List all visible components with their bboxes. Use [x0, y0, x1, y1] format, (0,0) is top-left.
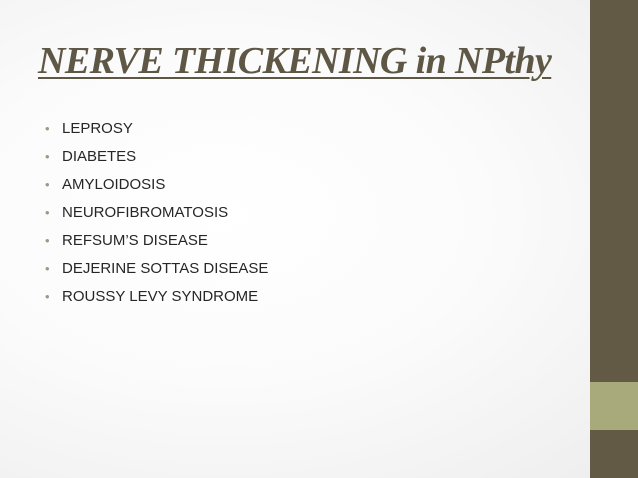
- bullet-list: [42, 115, 268, 311]
- bullet-text: DEJERINE SOTTAS DISEASE: [62, 260, 269, 277]
- bullet-icon: •: [45, 261, 50, 276]
- bullet-item-neurofibromatosis: [42, 199, 268, 227]
- bullet-icon: •: [45, 289, 50, 304]
- sidebar-dark-band: [590, 0, 638, 382]
- bullet-icon: •: [45, 121, 50, 136]
- sidebar-dark-footer-band: [590, 430, 638, 478]
- decorative-sidebar: [590, 0, 638, 478]
- bullet-icon: •: [45, 149, 50, 164]
- bullet-text: DIABETES: [62, 148, 137, 165]
- sidebar-accent-block: [590, 382, 638, 430]
- bullet-icon: •: [45, 233, 50, 248]
- bullet-item-dejerine-sottas-disease: [42, 255, 268, 283]
- bullet-text: ROUSSY LEVY SYNDROME: [62, 288, 259, 305]
- slide-title: NERVE THICKENING in NPthy: [38, 40, 552, 82]
- bullet-item-leprosy: [42, 115, 268, 143]
- bullet-icon: •: [45, 205, 50, 220]
- bullet-text: REFSUM’S DISEASE: [62, 232, 208, 249]
- bullet-text: LEPROSY: [62, 120, 133, 137]
- bullet-icon: •: [45, 177, 50, 192]
- bullet-text: AMYLOIDOSIS: [62, 176, 166, 193]
- bullet-item-refsums-disease: [42, 227, 268, 255]
- bullet-item-amyloidosis: [42, 171, 268, 199]
- bullet-text: NEUROFIBROMATOSIS: [62, 204, 229, 221]
- bullet-item-diabetes: [42, 143, 268, 171]
- bullet-item-roussy-levy-syndrome: [42, 283, 268, 311]
